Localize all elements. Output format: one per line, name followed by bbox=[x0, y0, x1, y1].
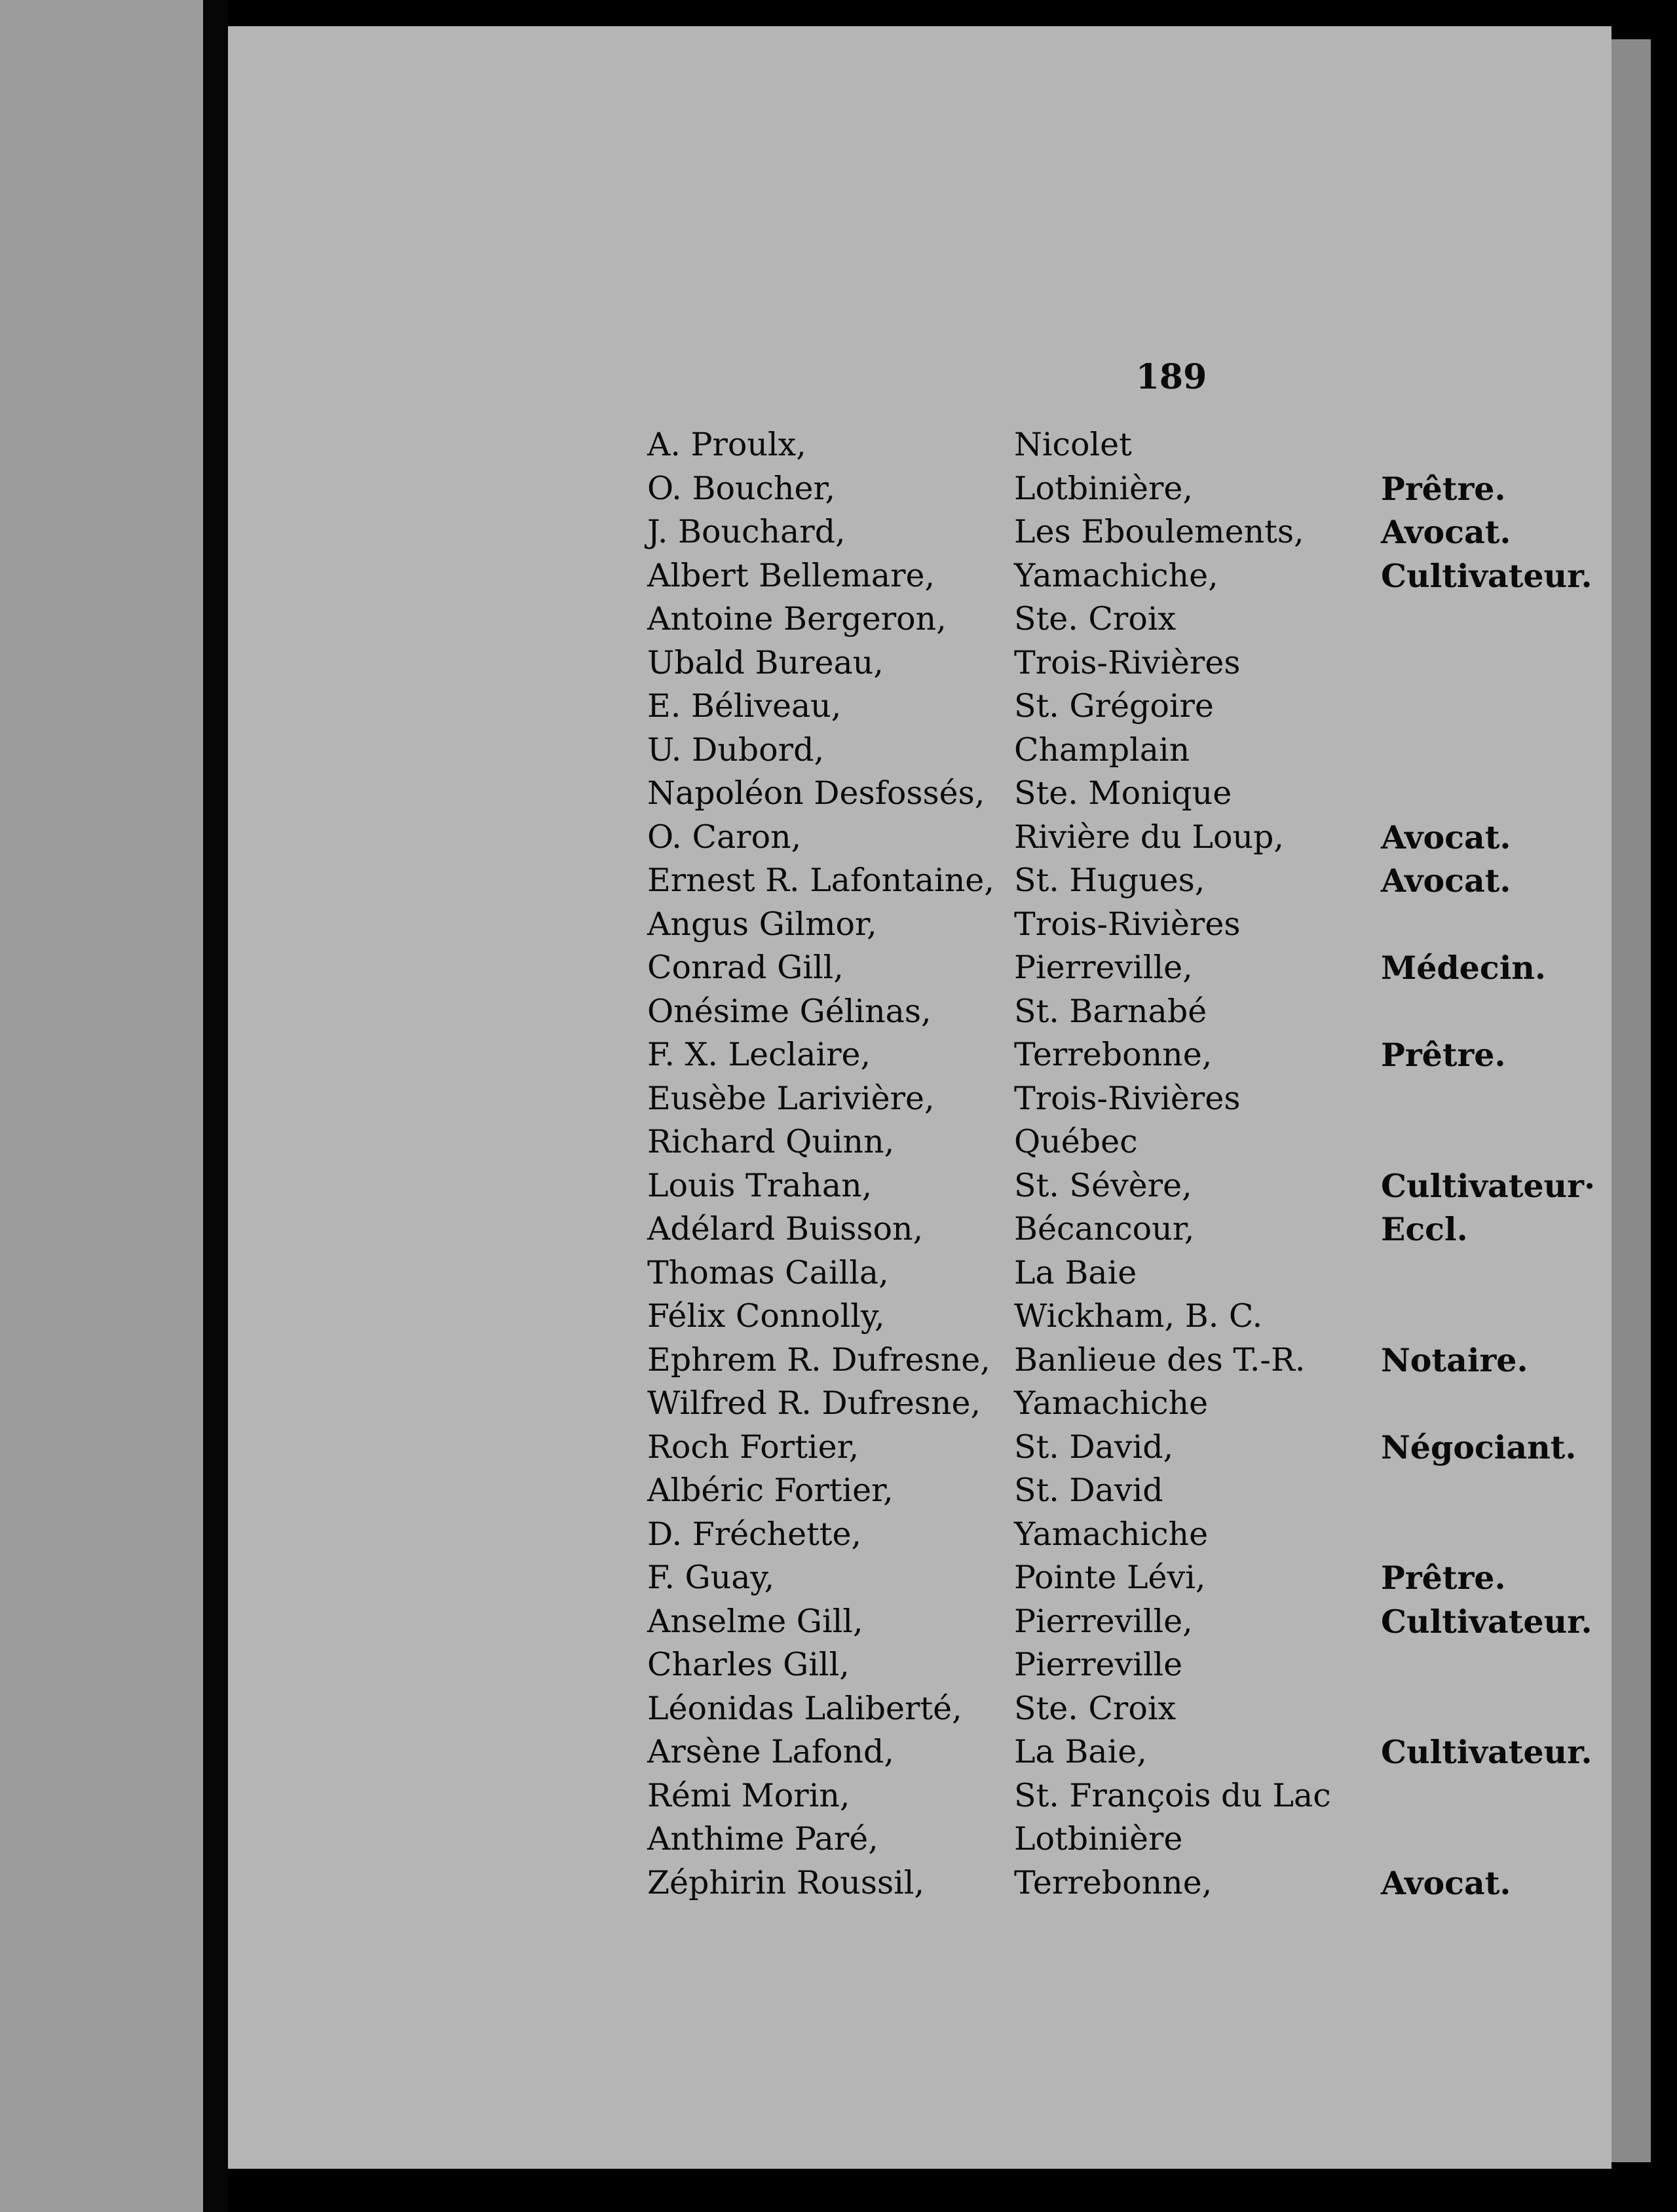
entry-place: La Baie bbox=[1014, 1253, 1137, 1291]
entry-name: Albert Bellemare, bbox=[647, 556, 935, 594]
entry-occupation: Eccl. bbox=[1381, 1210, 1468, 1248]
entry-name: A. Proulx, bbox=[647, 426, 806, 463]
list-item bbox=[634, 1167, 1611, 1211]
entry-name: Thomas Cailla, bbox=[647, 1253, 889, 1291]
entry-place: St. Hugues, bbox=[1014, 862, 1205, 899]
page-number: 189 bbox=[1135, 357, 1207, 397]
list-item bbox=[634, 1341, 1611, 1385]
entry-place: Ste. Monique bbox=[1014, 774, 1232, 812]
list-item bbox=[634, 1864, 1611, 1908]
entry-occupation: Prêtre. bbox=[1381, 469, 1506, 508]
book-gutter bbox=[203, 0, 228, 2212]
list-item bbox=[634, 687, 1611, 731]
list-item bbox=[634, 731, 1611, 775]
entry-place: Trois-Rivières bbox=[1014, 643, 1241, 681]
entry-name: Napoléon Desfossés, bbox=[647, 774, 985, 812]
entry-place: Trois-Rivières bbox=[1014, 905, 1241, 943]
entry-name: Ephrem R. Dufresne, bbox=[647, 1341, 990, 1379]
entry-place: Trois-Rivières bbox=[1014, 1079, 1241, 1117]
entry-place: Yamachiche bbox=[1014, 1384, 1209, 1422]
list-item bbox=[634, 557, 1611, 601]
entry-name: Conrad Gill, bbox=[647, 949, 844, 986]
list-item bbox=[634, 993, 1611, 1037]
entry-occupation: Cultivateur. bbox=[1381, 556, 1592, 595]
entry-place: Yamachiche bbox=[1014, 1515, 1209, 1553]
entry-name: U. Dubord, bbox=[647, 731, 825, 769]
entry-name: D. Fréchette, bbox=[647, 1515, 862, 1553]
entry-place: Bécancour, bbox=[1014, 1210, 1195, 1248]
list-item bbox=[634, 1036, 1611, 1080]
entry-place: Québec bbox=[1014, 1123, 1138, 1160]
list-item bbox=[634, 1733, 1611, 1777]
entry-place: Yamachiche, bbox=[1014, 556, 1218, 594]
list-item bbox=[634, 1297, 1611, 1341]
entry-name: Eusèbe Larivière, bbox=[647, 1079, 935, 1117]
entry-place: St. Sévère, bbox=[1014, 1166, 1192, 1204]
list-item bbox=[634, 949, 1611, 993]
entry-place: St. Grégoire bbox=[1014, 687, 1214, 725]
left-page-margin bbox=[0, 0, 203, 2212]
entry-place: Champlain bbox=[1014, 731, 1190, 769]
list-item bbox=[634, 1559, 1611, 1603]
list-item bbox=[634, 1428, 1611, 1472]
list-item bbox=[634, 1516, 1611, 1559]
entry-place: Banlieue des T.-R. bbox=[1014, 1341, 1306, 1379]
entry-name: Wilfred R. Dufresne, bbox=[647, 1384, 981, 1422]
entry-name: Zéphirin Roussil, bbox=[647, 1863, 925, 1901]
list-item bbox=[634, 1080, 1611, 1124]
list-item bbox=[634, 1384, 1611, 1428]
entry-name: Félix Connolly, bbox=[647, 1297, 885, 1335]
entry-place: St. François du Lac bbox=[1014, 1776, 1331, 1814]
list-item bbox=[634, 1820, 1611, 1864]
entry-name: Adélard Buisson, bbox=[647, 1210, 924, 1248]
entry-name: O. Boucher, bbox=[647, 469, 836, 507]
entry-place: Nicolet bbox=[1014, 426, 1132, 463]
entry-place: Lotbinière bbox=[1014, 1820, 1183, 1858]
entry-place: Lotbinière, bbox=[1014, 469, 1193, 507]
entries-list bbox=[634, 426, 1611, 1907]
entry-occupation: Avocat. bbox=[1381, 862, 1511, 900]
entry-name: Richard Quinn, bbox=[647, 1123, 895, 1160]
entry-place: Pierreville, bbox=[1014, 949, 1193, 986]
entry-place: Ste. Croix bbox=[1014, 600, 1177, 638]
entry-name: O. Caron, bbox=[647, 818, 802, 856]
entry-occupation: Négociant. bbox=[1381, 1428, 1577, 1466]
entry-place: Les Eboulements, bbox=[1014, 513, 1304, 550]
entry-place: Pierreville, bbox=[1014, 1602, 1193, 1640]
entry-occupation: Cultivateur. bbox=[1381, 1733, 1592, 1771]
entry-occupation: Cultivateur. bbox=[1381, 1602, 1592, 1641]
list-item bbox=[634, 906, 1611, 949]
entry-name: Anthime Paré, bbox=[647, 1820, 878, 1858]
list-item bbox=[634, 600, 1611, 644]
list-item bbox=[634, 1254, 1611, 1298]
list-item bbox=[634, 1646, 1611, 1690]
entry-name: Louis Trahan, bbox=[647, 1166, 873, 1204]
list-item bbox=[634, 862, 1611, 906]
entry-occupation: Médecin. bbox=[1381, 949, 1546, 987]
page-edge bbox=[1611, 39, 1651, 2162]
list-item bbox=[634, 1690, 1611, 1734]
entry-name: Roch Fortier, bbox=[647, 1428, 859, 1466]
entry-place: Pierreville bbox=[1014, 1646, 1183, 1683]
entry-name: Charles Gill, bbox=[647, 1646, 850, 1683]
entry-name: Ernest R. Lafontaine, bbox=[647, 862, 994, 899]
entry-name: Onésime Gélinas, bbox=[647, 992, 932, 1030]
entry-name: Anselme Gill, bbox=[647, 1602, 863, 1640]
entry-name: Léonidas Laliberté, bbox=[647, 1689, 962, 1727]
list-item bbox=[634, 644, 1611, 688]
entry-place: Rivière du Loup, bbox=[1014, 818, 1284, 856]
entry-place: Wickham, B. C. bbox=[1014, 1297, 1263, 1335]
entry-name: Albéric Fortier, bbox=[647, 1472, 894, 1509]
entry-name: F. Guay, bbox=[647, 1559, 775, 1596]
entry-name: E. Béliveau, bbox=[647, 687, 842, 725]
list-item bbox=[634, 470, 1611, 514]
entry-name: J. Bouchard, bbox=[647, 513, 846, 550]
list-item bbox=[634, 513, 1611, 557]
list-item bbox=[634, 1603, 1611, 1647]
entry-occupation: Prêtre. bbox=[1381, 1036, 1506, 1074]
list-item bbox=[634, 1472, 1611, 1516]
entry-name: Angus Gilmor, bbox=[647, 905, 877, 943]
entry-place: St. David, bbox=[1014, 1428, 1174, 1466]
list-item bbox=[634, 818, 1611, 862]
list-item bbox=[634, 774, 1611, 818]
entry-occupation: Prêtre. bbox=[1381, 1559, 1506, 1597]
entry-name: Arsène Lafond, bbox=[647, 1733, 894, 1770]
entry-place: Terrebonne, bbox=[1014, 1036, 1213, 1073]
list-item bbox=[634, 1210, 1611, 1254]
document-page bbox=[228, 26, 1611, 2169]
entry-occupation: Notaire. bbox=[1381, 1341, 1528, 1379]
entry-place: La Baie, bbox=[1014, 1733, 1147, 1770]
entry-occupation: Avocat. bbox=[1381, 818, 1511, 856]
entry-name: Antoine Bergeron, bbox=[647, 600, 947, 638]
entry-occupation: Avocat. bbox=[1381, 513, 1511, 551]
entry-occupation: Avocat. bbox=[1381, 1863, 1511, 1902]
list-item bbox=[634, 1777, 1611, 1821]
entry-place: St. David bbox=[1014, 1472, 1163, 1509]
entry-occupation: Cultivateur· bbox=[1381, 1166, 1596, 1205]
entry-place: Ste. Croix bbox=[1014, 1689, 1177, 1727]
entry-name: Ubald Bureau, bbox=[647, 643, 884, 681]
entry-name: Rémi Morin, bbox=[647, 1776, 850, 1814]
entry-place: Pointe Lévi, bbox=[1014, 1559, 1206, 1596]
list-item bbox=[634, 1123, 1611, 1167]
list-item bbox=[634, 426, 1611, 470]
entry-place: St. Barnabé bbox=[1014, 992, 1207, 1030]
entry-name: F. X. Leclaire, bbox=[647, 1036, 871, 1073]
entry-place: Terrebonne, bbox=[1014, 1863, 1213, 1901]
